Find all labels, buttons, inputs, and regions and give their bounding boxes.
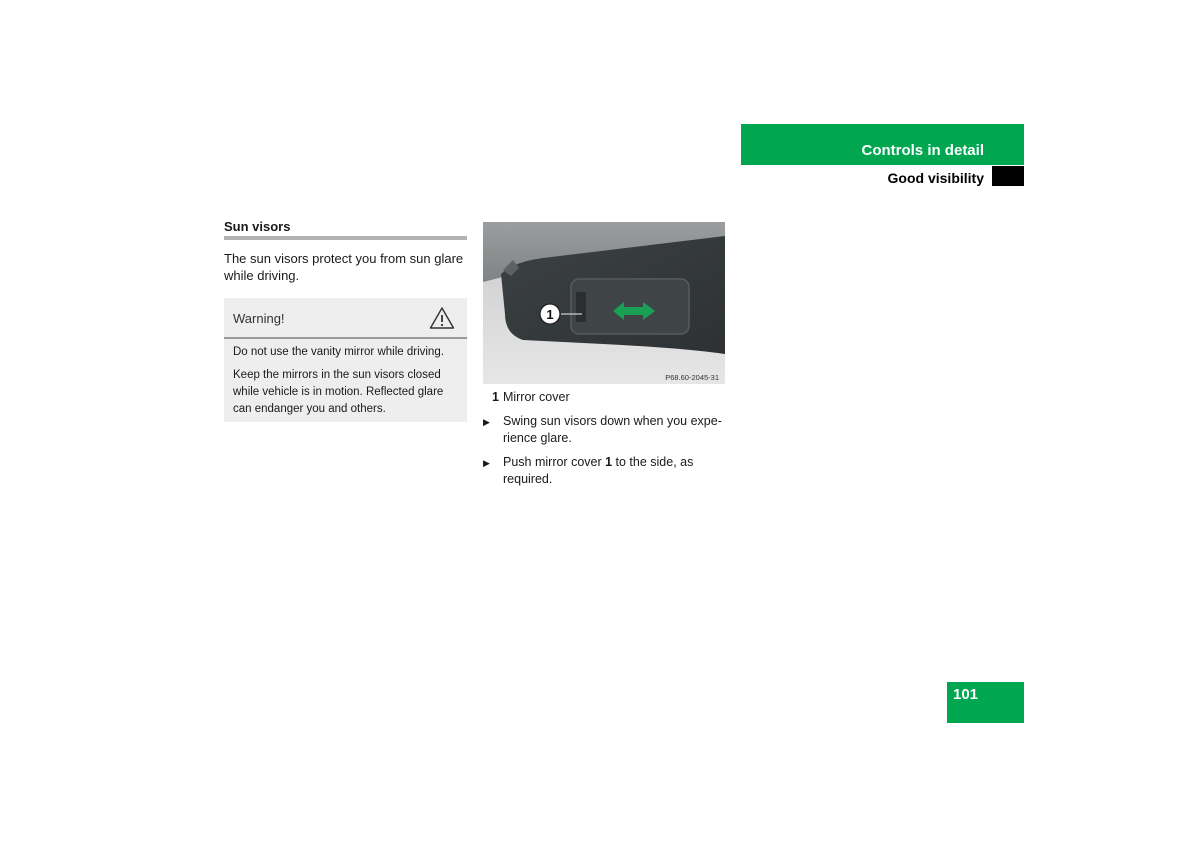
page-number: 101 — [953, 686, 979, 703]
section-title: Good visibility — [887, 170, 984, 186]
sun-visors-heading: Sun visors — [224, 219, 291, 234]
step-2-ref: 1 — [605, 455, 613, 469]
warning-text-2: Keep the mirrors in the sun visors closed while vehicle is in motion. Reflected glare can endanger you and others. — [233, 369, 444, 415]
step-2-after: to the side, as required. — [503, 455, 694, 486]
step-2 — [483, 454, 728, 488]
bullet-arrow-icon: ▶ — [483, 417, 490, 427]
photo-callout: 1 — [546, 307, 554, 322]
step-2-text — [503, 454, 728, 488]
photo-code: P68.60-2045-31 — [665, 373, 719, 382]
warning-label: Warning! — [233, 311, 285, 326]
figure-caption — [492, 389, 570, 406]
warning-rule — [224, 337, 467, 339]
step-1 — [483, 413, 728, 447]
intro-text: The sun visors protect you from sun glare while driving. — [224, 251, 464, 283]
warning-text-1: Do not use the vanity mirror while driving. — [233, 346, 444, 358]
sun-visor-photo — [483, 222, 725, 384]
chapter-title: Controls in detail — [861, 142, 984, 159]
heading-rule — [224, 236, 467, 240]
header-black-block — [992, 166, 1024, 186]
step-1-text: Swing sun visors down when you expe-rience glare. — [503, 414, 722, 445]
caption-text: Mirror cover — [502, 390, 570, 404]
bullet-arrow-icon: ▶ — [483, 458, 490, 468]
step-2-before: Push mirror cover — [503, 455, 606, 469]
caption-number: 1 — [492, 390, 499, 404]
warning-triangle-icon — [429, 306, 455, 330]
